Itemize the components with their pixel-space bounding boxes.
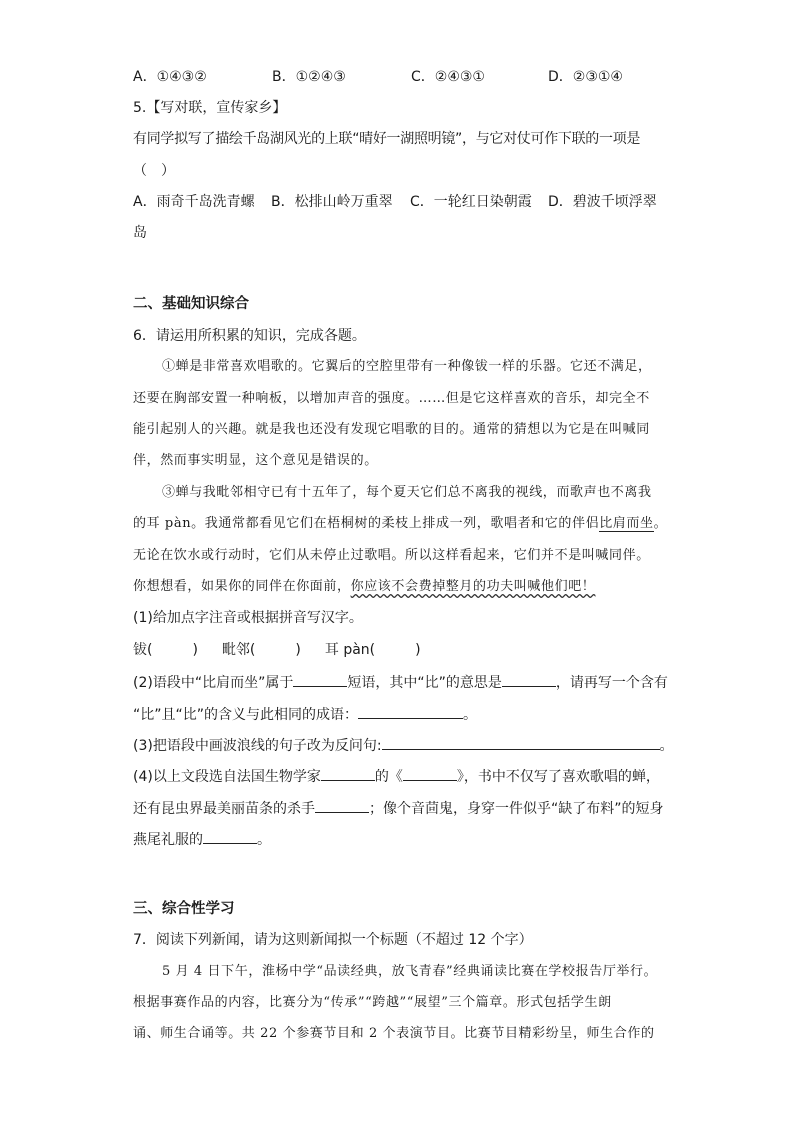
passage-p3-line4 — [133, 577, 595, 597]
item-bo-close: ) — [192, 642, 198, 658]
q5-option-d: D．碧波千顷浮翠 — [548, 194, 657, 210]
q5-option-c: C．一轮红日染朝霞 — [410, 194, 532, 210]
q5-option-a: A．雨奇千岛洗青螺 — [133, 194, 255, 210]
q6-sub2-text-c: ，请再写一个含有 — [555, 675, 668, 691]
q6-sub2-line1 — [133, 671, 668, 693]
q7-stem: 7．阅读下列新闻，请为这则新闻拟一个标题（不超过 12 个字） — [133, 932, 533, 948]
q6-sub1-items — [133, 640, 421, 660]
q4-option-a: A．①④③② — [133, 69, 207, 85]
answer-blank[interactable] — [403, 765, 457, 781]
q5-stem: 有同学拟写了描绘千岛湖风光的上联“晴好一湖照明镜”，与它对仗可作下联的一项是 — [133, 131, 641, 147]
q6-sub4-line1 — [133, 765, 660, 787]
underlined-phrase: 比肩而坐 — [599, 516, 654, 531]
item-pilin-close: ) — [295, 642, 301, 658]
wavy-underlined-sentence: 你应该不会费掉整月的功夫叫喊他们吧！ — [350, 579, 596, 594]
q4-option-b: B．①②④③ — [272, 69, 346, 85]
q6-sub2-text-b: 短语，其中“比”的意思是 — [347, 675, 502, 691]
q6-sub3-end: 。 — [659, 738, 674, 754]
passage-p1-line2: 还要在胸部安置一种响板，以增加声音的强度。……但是它这样喜欢的音乐，却完全不 — [133, 391, 650, 406]
q6-sub2-text-a: (2)语段中“比肩而坐”属于 — [133, 675, 294, 691]
q5-option-d-continued: 岛 — [133, 225, 147, 241]
q6-sub2-text-d: “比”且“比”的含义与此相同的成语： — [133, 707, 359, 723]
passage-p3-line2-end: 。 — [653, 516, 668, 531]
q6-sub2-line2 — [133, 703, 477, 725]
q6-sub4-line2 — [133, 797, 664, 819]
answer-blank[interactable] — [358, 703, 463, 719]
q6-sub4-text-e: ；像个音茴鬼，身穿一件似乎“缺了布料”的短身 — [369, 801, 664, 817]
news-line1: 5 月 4 日下午，淮杨中学“品读经典，放飞青春”经典诵读比赛在学校报告厅举行。 — [162, 964, 658, 979]
item-erpan-close: ) — [415, 642, 421, 658]
q6-sub4-text-b: 的《 — [374, 769, 403, 785]
q6-stem: 6．请运用所积累的知识，完成各题。 — [133, 328, 366, 344]
answer-blank[interactable] — [321, 765, 375, 781]
news-line3: 诵、师生合诵等。共 22 个参赛节目和 2 个表演节目。比赛节目精彩纷呈，师生合作的 — [133, 1026, 655, 1041]
answer-blank[interactable] — [382, 734, 660, 750]
passage-p3-line4-text: 你想想看，如果你的同伴在你面前， — [133, 579, 351, 594]
answer-blank[interactable] — [315, 797, 369, 813]
answer-blank[interactable] — [502, 671, 556, 687]
q5-answer-paren: （ ） — [133, 163, 175, 179]
q5-title: 5.【写对联，宣传家乡】 — [133, 100, 287, 116]
q6-sub4-text-f: 燕尾礼服的 — [133, 832, 203, 848]
q6-sub3-text: (3)把语段中画波浪线的句子改为反问句: — [133, 738, 382, 754]
answer-blank[interactable] — [203, 828, 257, 844]
q6-sub2-text-e: 。 — [463, 707, 478, 723]
section-heading-3: 三、综合性学习 — [133, 901, 235, 917]
item-pilin-open: 毗邻( — [221, 642, 256, 658]
q6-sub4-text-c: 》，书中不仅写了喜欢歌唱的蝉， — [456, 769, 660, 785]
item-erpan-open: 耳 pàn( — [324, 642, 376, 658]
passage-p3-line1: ③蝉与我毗邻相守已有十五年了，每个夏天它们总不离我的视线，而歌声也不离我 — [162, 485, 652, 500]
q4-option-d: D．②③①④ — [548, 69, 623, 85]
q6-sub4-text-g: 。 — [257, 832, 271, 848]
q5-option-b: B．松排山岭万重翠 — [271, 194, 393, 210]
item-bo-open: 钹( — [133, 642, 153, 658]
q6-sub4-line3 — [133, 828, 271, 850]
answer-blank[interactable] — [293, 671, 347, 687]
passage-p3-line2 — [133, 514, 667, 534]
passage-p3-line3: 无论在饮水或行动时，它们从未停止过歌唱。所以这样看起来，它们并不是叫喊同伴。 — [133, 548, 650, 563]
passage-p1-line1: ①蝉是非常喜欢唱歌的。它翼后的空腔里带有一种像钹一样的乐器。它还不满足， — [162, 359, 652, 374]
passage-p1-line3: 能引起别人的兴趣。就是我也还没有发现它唱歌的目的。通常的猜想以为它是在叫喊同 — [133, 422, 650, 437]
news-line2: 根据事赛作品的内容，比赛分为“传承”“跨越”“展望”三个篇章。形式包括学生朗 — [133, 995, 612, 1010]
q6-sub1: (1)给加点字注音或根据拼音写汉字。 — [133, 610, 363, 626]
section-heading-2: 二、基础知识综合 — [133, 296, 249, 312]
q6-sub4-text-a: (4)以上文段选自法国生物学家 — [133, 769, 321, 785]
q6-sub4-text-d: 还有昆虫界最美丽苗条的杀手 — [133, 801, 315, 817]
passage-p1-line4: 伴，然而事实明显，这个意见是错误的。 — [133, 453, 378, 468]
q4-option-c: C．②④③① — [411, 69, 485, 85]
q6-sub3 — [133, 734, 674, 756]
passage-p3-line2-text: 的耳 pàn。我通常都看见它们在梧桐树的柔枝上排成一列，歌唱者和它的伴侣 — [133, 516, 600, 531]
